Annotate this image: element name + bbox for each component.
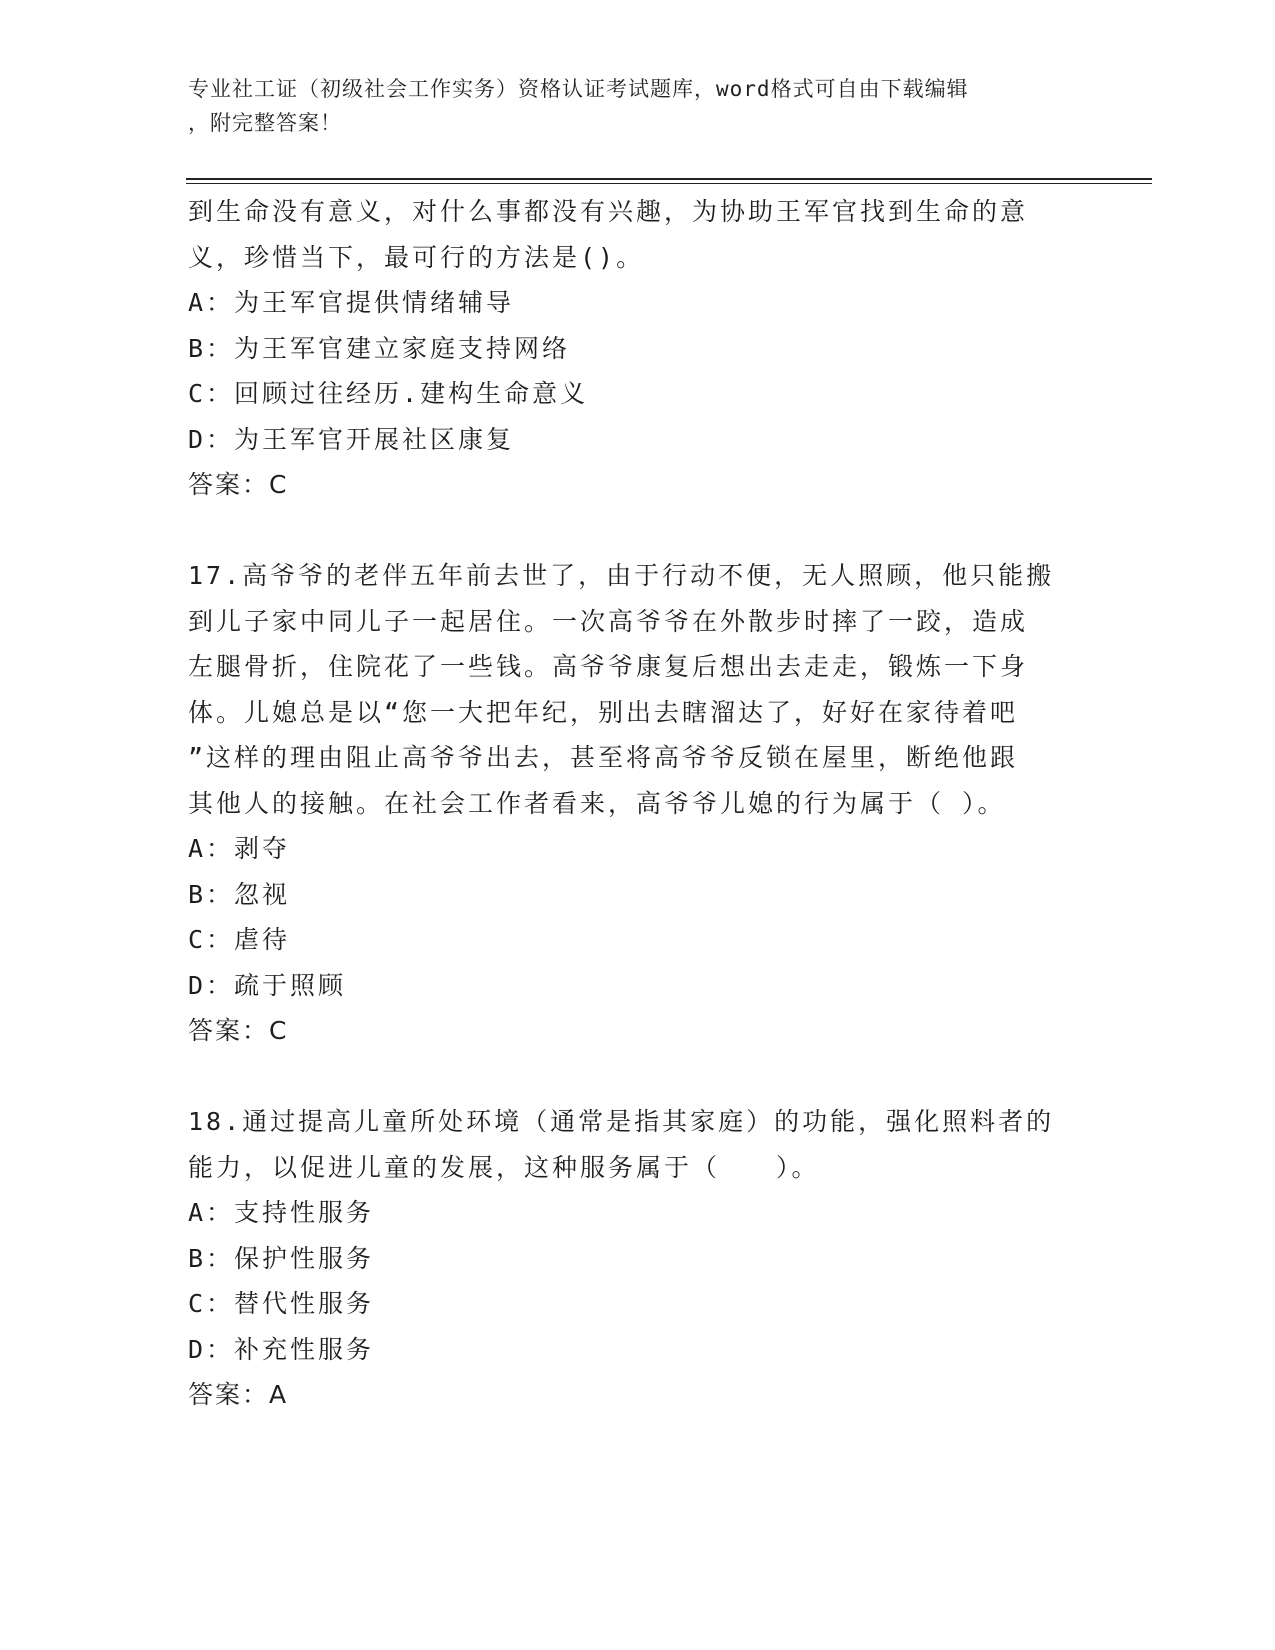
header-line-1: 专业社工证（初级社会工作实务）资格认证考试题库，word格式可自由下载编辑: [188, 77, 969, 101]
answer-label: 答案：C: [188, 470, 289, 499]
option-c: C：替代性服务: [188, 1289, 375, 1318]
header-divider-thick: [186, 178, 1152, 180]
option-a: A：剥夺: [188, 834, 291, 863]
question-stem-line: 能力，以促进儿童的发展，这种服务属于（ ）。: [188, 1152, 820, 1182]
question-stem-line: 其他人的接触。在社会工作者看来，高爷爷儿媳的行为属于（ ）。: [188, 788, 1006, 818]
question-block: [188, 553, 1088, 1054]
question-stem-line: 到生命没有意义，对什么事都没有兴趣，为协助王军官找到生命的意: [188, 197, 1029, 226]
question-stem-line: 18.通过提高儿童所处环境（通常是指其家庭）的功能，强化照料者的: [188, 1107, 1055, 1136]
option-b: B：保护性服务: [188, 1243, 375, 1273]
document-body: [188, 189, 1088, 1418]
header-line-2: ，附完整答案！: [188, 111, 342, 135]
option-b: B：忽视: [188, 879, 291, 909]
question-block: [188, 1099, 1088, 1418]
answer-label: 答案：C: [188, 1016, 289, 1045]
question-stem-line: 左腿骨折，住院花了一些钱。高爷爷康复后想出去走走，锻炼一下身: [188, 652, 1029, 681]
option-a: A：支持性服务: [188, 1198, 375, 1227]
question-stem-line: 义，珍惜当下，最可行的方法是()。: [188, 242, 645, 272]
option-b: B：为王军官建立家庭支持网络: [188, 333, 571, 363]
question-stem-line: ”这样的理由阻止高爷爷出去，甚至将高爷爷反锁在屋里，断绝他跟: [188, 743, 1019, 772]
option-a: A：为王军官提供情绪辅导: [188, 288, 515, 317]
answer-label: 答案：A: [188, 1380, 289, 1409]
question-block: [188, 189, 1088, 508]
option-c: C：回顾过往经历.建构生命意义: [188, 379, 589, 408]
question-stem-line: 体。儿媳总是以“您一大把年纪，别出去瞎溜达了，好好在家待着吧: [188, 697, 1019, 727]
option-d: D：疏于照顾: [188, 970, 347, 1000]
question-stem-line: 17.高爷爷的老伴五年前去世了，由于行动不便，无人照顾，他只能搬: [188, 561, 1055, 590]
document-header: [188, 72, 1088, 140]
option-c: C：虐待: [188, 925, 291, 954]
option-d: D：补充性服务: [188, 1334, 375, 1364]
spacer: [188, 1054, 1088, 1100]
spacer: [188, 508, 1088, 554]
question-stem-line: 到儿子家中同儿子一起居住。一次高爷爷在外散步时摔了一跤，造成: [188, 606, 1029, 636]
header-divider-thin: [186, 183, 1152, 184]
option-d: D：为王军官开展社区康复: [188, 424, 515, 454]
